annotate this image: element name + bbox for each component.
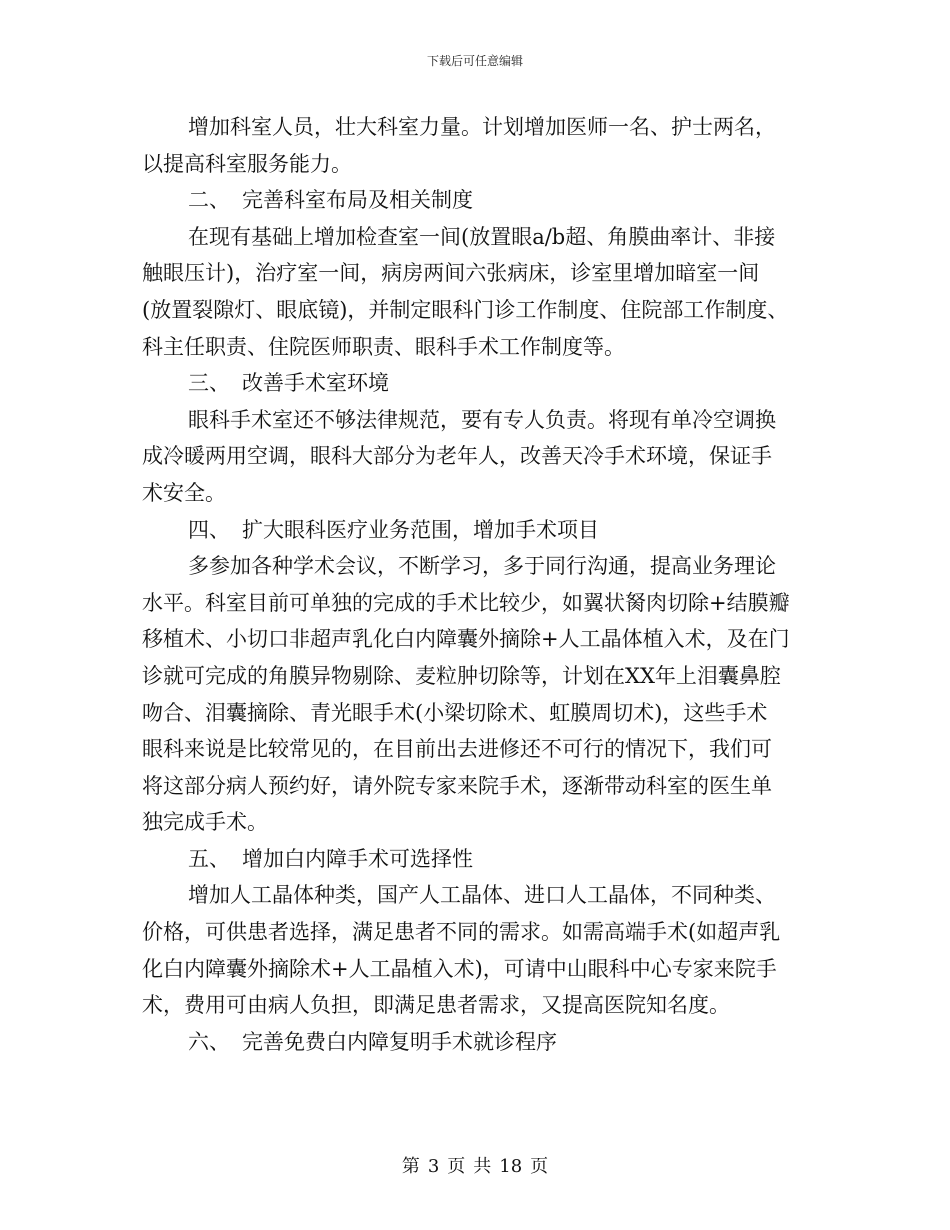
footer-suffix: 页 [530, 1156, 549, 1177]
paragraph-line: 科主任职责、住院医师职责、眼科手术工作制度等。 [142, 334, 625, 359]
paragraph-line: 移植术、小切口非超声乳化白内障囊外摘除+人工晶体植入术，及在门 [142, 627, 790, 652]
section-heading [142, 365, 808, 402]
footer-page-word: 页 [447, 1156, 466, 1177]
paragraph-line: 独完成手术。 [142, 810, 268, 835]
total-page-count: 18 [499, 1156, 523, 1177]
paragraph-line: 增加科室人员，壮大科室力量。计划增加医师一名、护士两名， [188, 115, 776, 139]
section-heading [142, 841, 808, 878]
page-footer [0, 1155, 950, 1179]
section-title: 增加白内障手术可选择性 [242, 846, 473, 871]
paragraph-line: 眼科手术室还不够法律规范，要有专人负责。将现有单冷空调换 [188, 407, 776, 432]
paragraph-line: 增加人工晶体种类，国产人工晶体、进口人工晶体，不同种类、 [188, 883, 776, 908]
paragraph-line: (放置裂隙灯、眼底镜)，并制定眼科门诊工作制度、住院部工作制度、 [142, 297, 789, 322]
paragraph-line: 吻合、泪囊摘除、青光眼手术(小梁切除术、虹膜周切术)，这些手术 [142, 700, 768, 725]
section-title: 完善科室布局及相关制度 [242, 188, 473, 213]
section-number: 六、 [188, 1029, 230, 1054]
section-heading [142, 512, 808, 549]
paragraph-line: 眼科来说是比较常见的，在目前出去进修还不可行的情况下，我们可 [142, 737, 772, 762]
current-page-number: 3 [427, 1156, 440, 1177]
section-number: 五、 [188, 846, 230, 871]
section-title: 改善手术室环境 [242, 371, 389, 396]
paragraph-line: 诊就可完成的角膜异物剔除、麦粒肿切除等，计划在XX年上泪囊鼻腔 [142, 663, 781, 688]
document-body [142, 109, 808, 1060]
section-title: 完善免费白内障复明手术就诊程序 [242, 1029, 557, 1054]
section-number: 三、 [188, 371, 230, 396]
section-number: 四、 [188, 517, 230, 542]
paragraph-line: 成冷暖两用空调，眼科大部分为老年人，改善天冷手术环境，保证手 [142, 444, 772, 469]
section-heading [142, 182, 808, 219]
footer-prefix: 第 [401, 1156, 420, 1177]
paragraph-line: 价格，可供患者选择，满足患者不同的需求。如需高端手术(如超声乳 [142, 920, 781, 945]
paragraph-line: 多参加各种学术会议，不断学习，多于同行沟通，提高业务理论 [188, 554, 776, 579]
paragraph-line: 化白内障囊外摘除术+人工晶植入术)，可请中山眼科中心专家来院手 [142, 956, 777, 981]
page-header: 下载后可任意编辑 [426, 54, 523, 68]
paragraph-line: 术安全。 [142, 480, 226, 505]
footer-total-word: 共 [473, 1156, 492, 1177]
paragraph-line: 在现有基础上增加检查室一间(放置眼a/b超、角膜曲率计、非接 [188, 224, 776, 249]
section-heading [142, 1024, 808, 1061]
paragraph-line: 触眼压计)，治疗室一间，病房两间六张病床，诊室里增加暗室一间 [142, 261, 760, 286]
section-number: 二、 [188, 188, 230, 213]
paragraph-line: 将这部分病人预约好，请外院专家来院手术，逐渐带动科室的医生单 [142, 773, 772, 798]
paragraph-line: 术，费用可由病人负担，即满足患者需求，又提高医院知名度。 [142, 993, 730, 1018]
section-title: 扩大眼科医疗业务范围，增加手术项目 [242, 517, 599, 542]
paragraph-line: 水平。科室目前可单独的完成的手术比较少，如翼状胬肉切除+结膜瓣 [142, 590, 790, 615]
paragraph-line: 以提高科室服务能力。 [142, 151, 352, 176]
